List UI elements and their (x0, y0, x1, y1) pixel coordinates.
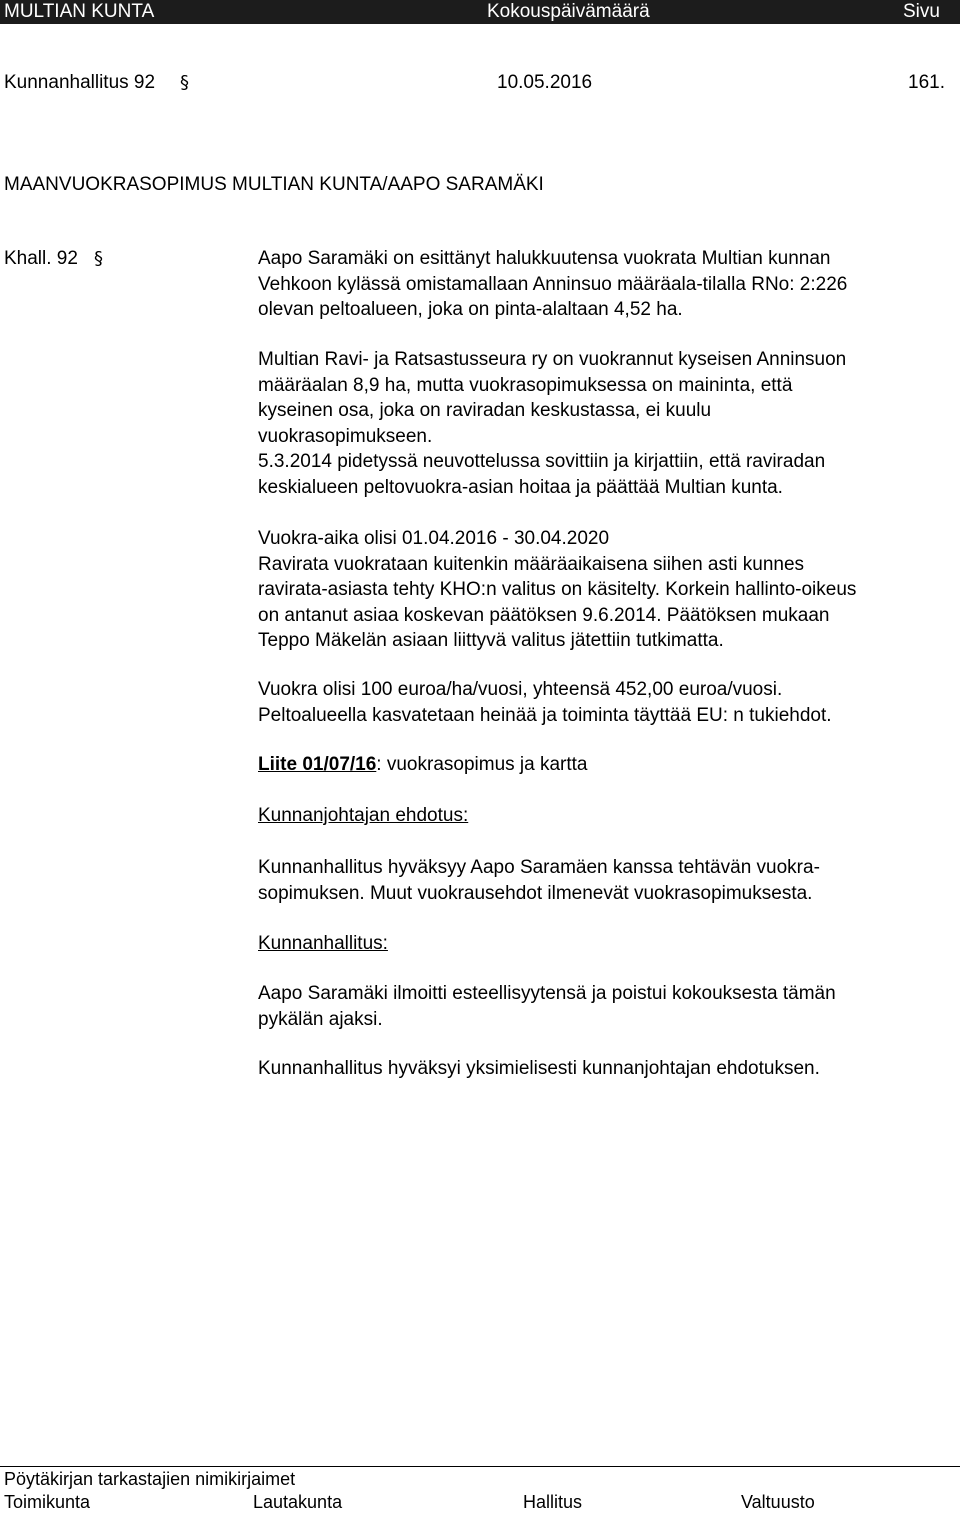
text-line: Kunnanhallitus hyväksyi yksimielisesti kunnanjohtajan ehdotuksen. (258, 1058, 820, 1079)
paragraph-rent (258, 677, 832, 728)
text-line: Kunnanhallitus hyväksyy Aapo Saramäen kanssa tehtävän vuokra- (258, 857, 820, 878)
text-line: Teppo Mäkelän asiaan liittyvä valitus jätettiin tutkimatta. (258, 630, 724, 651)
organization-name: MULTIAN KUNTA (4, 1, 155, 22)
footer-col-government: Hallitus (523, 1492, 583, 1512)
paragraph-lease-period (258, 526, 856, 654)
text-line: keskialueen peltovuokra-asian hoitaa ja päättää Multian kunta. (258, 476, 783, 498)
paragraph-proposal (258, 855, 820, 906)
document-title: MAANVUOKRASOPIMUS MULTIAN KUNTA/AAPO SARAMÄKI (4, 174, 544, 195)
footer-col-council: Valtuusto (741, 1492, 815, 1512)
reference-section-sign-icon: § (94, 248, 103, 269)
footer-col-board: Lautakunta (253, 1492, 343, 1512)
paragraph-decision (258, 1056, 820, 1082)
text-line: olevan peltoalueen, joka on pinta-alaltaan 4,52 ha. (258, 299, 683, 320)
text-line: ravirata-asiasta tehty KHO:n valitus on käsitelty. Korkein hallinto-oikeus (258, 579, 857, 600)
paragraph-disqualification (258, 981, 836, 1032)
meeting-body-text: Kunnanhallitus 92 (4, 72, 156, 93)
attachment-text: : vuokrasopimus ja kartta (376, 754, 588, 775)
page-number: 161. (908, 72, 945, 93)
text-line: Aapo Saramäki on esittänyt halukkuutensa vuokrata Multian kunnan (258, 248, 831, 269)
text-line: Aapo Saramäki ilmoitti esteellisyytensä ja poistui kokouksesta tämän (258, 983, 836, 1004)
text-line: Ravirata vuokrataan kuitenkin määräaikaisena siihen asti kunnes (258, 553, 805, 575)
text-line: vuokrasopimukseen. (258, 425, 433, 447)
paragraph-application (258, 246, 847, 323)
section-sign-icon: § (180, 72, 189, 93)
meeting-date: 10.05.2016 (497, 72, 593, 93)
page-label: Sivu (903, 1, 940, 22)
board-heading (258, 931, 388, 957)
text-line: Peltoalueella kasvatetaan heinää ja toiminta täyttää EU: n tukiehdot. (258, 704, 832, 726)
text-line: Vehkoon kylässä omistamallaan Anninsuo määräala-tilalla RNo: 2:226 (258, 273, 848, 295)
footer-col-committee: Toimikunta (4, 1492, 91, 1512)
footer-divider (0, 1466, 960, 1467)
text-line: määräalan 8,9 ha, mutta vuokrasopimuksessa on maininta, että (258, 374, 793, 396)
attachment-line (258, 752, 588, 778)
text-line: Vuokra olisi 100 euroa/ha/vuosi, yhteensä 452,00 euroa/vuosi. (258, 679, 783, 700)
footer-initials-label: Pöytäkirjan tarkastajien nimikirjaimet (4, 1469, 296, 1489)
attachment-label: Liite 01/07/16 (258, 754, 377, 775)
text-line: pykälän ajaksi. (258, 1008, 383, 1030)
meeting-body (4, 70, 155, 95)
reference-label: Khall. 92 (4, 248, 78, 269)
text-line: on antanut asiaa koskevan päätöksen 9.6.2014. Päätöksen mukaan (258, 604, 830, 626)
text-line: kyseinen osa, joka on raviradan keskustassa, ei kuulu (258, 400, 712, 421)
proposal-heading-text: Kunnanjohtajan ehdotus: (258, 805, 469, 826)
text-line: 5.3.2014 pidetyssä neuvottelussa sovittiin ja kirjattiin, että raviradan (258, 451, 826, 472)
proposal-heading (258, 803, 468, 829)
meeting-date-label: Kokouspäivämäärä (487, 1, 650, 22)
text-line: Vuokra-aika olisi 01.04.2016 - 30.04.2020 (258, 528, 610, 549)
board-heading-text: Kunnanhallitus: (258, 933, 388, 954)
text-line: sopimuksen. Muut vuokrausehdot ilmenevät vuokrasopimuksesta. (258, 882, 813, 904)
paragraph-existing-lease (258, 347, 846, 500)
text-line: Multian Ravi- ja Ratsastusseura ry on vuokrannut kyseisen Anninsuon (258, 349, 847, 370)
